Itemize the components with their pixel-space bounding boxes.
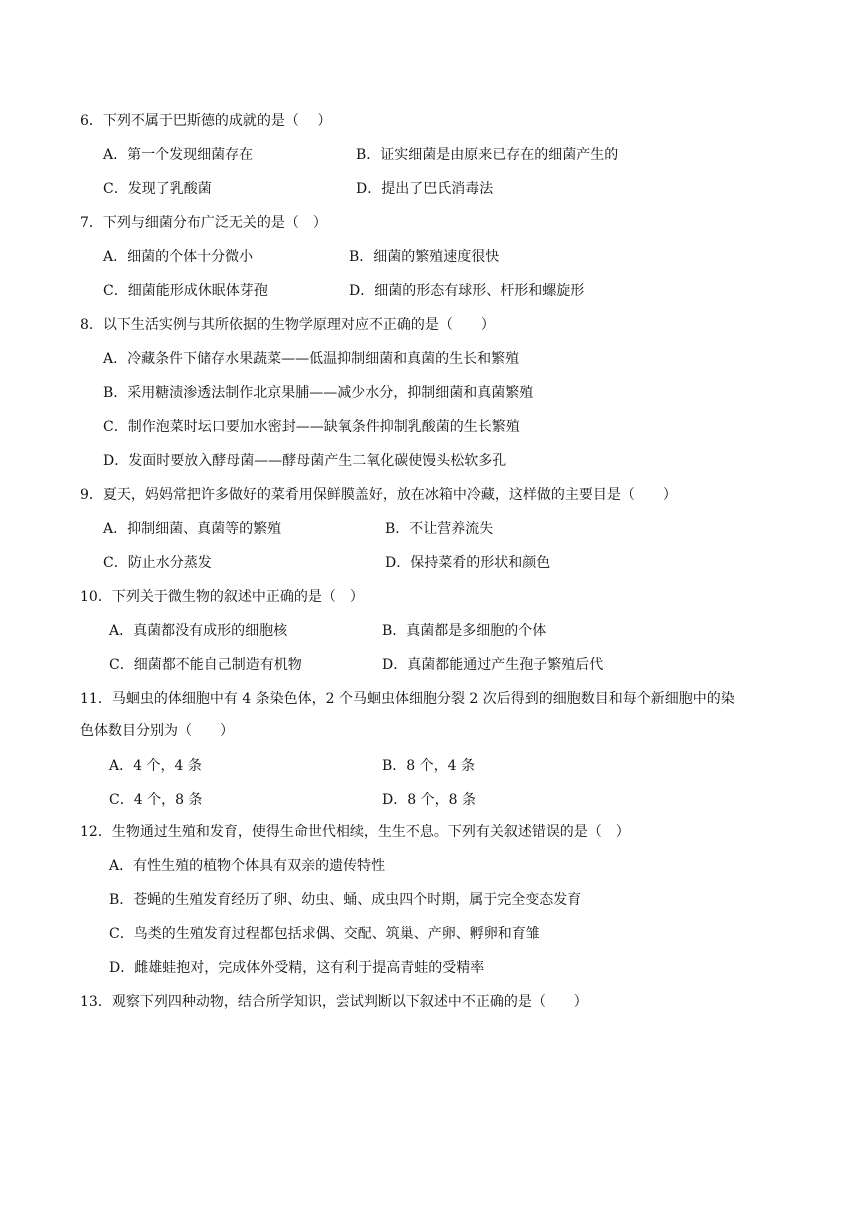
question-6-option-c: C．发现了乳酸菌 xyxy=(103,181,212,197)
question-10-option-b: B．真菌都是多细胞的个体 xyxy=(382,623,547,639)
question-6-option-a: A．第一个发现细菌存在 xyxy=(103,147,254,163)
question-6-option-b: B．证实细菌是由原来已存在的细菌产生的 xyxy=(356,147,619,163)
question-9-option-b: B．不让营养流失 xyxy=(385,521,494,537)
question-8-stem: 8．以下生活实例与其所依据的生物学原理对应不正确的是（ ） xyxy=(80,317,495,333)
question-9-stem: 9．夏天，妈妈常把许多做好的菜肴用保鲜膜盖好，放在冰箱中冷藏，这样做的主要目是（ ） xyxy=(80,487,677,503)
question-10-option-d: D．真菌都能通过产生孢子繁殖后代 xyxy=(382,657,604,673)
question-8-option-b: B．采用糖渍渗透法制作北京果脯——减少水分，抑制细菌和真菌繁殖 xyxy=(103,385,534,401)
question-9-option-d: D．保持菜肴的形状和颜色 xyxy=(385,555,551,571)
question-12-option-d: D．雌雄蛙抱对，完成体外受精，这有利于提高青蛙的受精率 xyxy=(109,960,485,976)
question-7-option-a: A．细菌的个体十分微小 xyxy=(103,249,254,265)
question-8-option-c: C．制作泡菜时坛口要加水密封——缺氧条件抑制乳酸菌的生长繁殖 xyxy=(103,419,520,435)
question-8-option-d: D．发面时要放入酵母菌——酵母菌产生二氧化碳使馒头松软多孔 xyxy=(103,453,507,469)
question-11-stem-line-1: 11．马蛔虫的体细胞中有 4 条染色体，2 个马蛔虫体细胞分裂 2 次后得到的细胞数目和每个新细胞中的染 xyxy=(80,691,735,707)
question-13-stem: 13．观察下列四种动物，结合所学知识，尝试判断以下叙述中不正确的是（ ） xyxy=(80,994,588,1010)
question-10-option-c: C．细菌都不能自己制造有机物 xyxy=(109,657,302,673)
question-11-stem-line-2: 色体数目分别为（ ） xyxy=(80,723,234,739)
question-11-option-a: A．4 个，4 条 xyxy=(109,758,202,774)
question-7-option-c: C．细菌能形成休眠体芽孢 xyxy=(103,283,268,299)
question-6-stem: 6．下列不属于巴斯德的成就的是（ ） xyxy=(80,113,332,129)
question-12-option-b: B．苍蝇的生殖发育经历了卵、幼虫、蛹、成虫四个时期，属于完全变态发育 xyxy=(109,892,582,908)
question-7-option-d: D．细菌的形态有球形、杆形和螺旋形 xyxy=(349,283,585,299)
question-11-option-c: C．4 个，8 条 xyxy=(109,792,203,808)
question-12-option-c: C．鸟类的生殖发育过程都包括求偶、交配、筑巢、产卵、孵卵和育雏 xyxy=(109,926,540,942)
question-9-option-a: A．抑制细菌、真菌等的繁殖 xyxy=(103,521,282,537)
question-7-stem: 7．下列与细菌分布广泛无关的是（ ） xyxy=(80,215,327,231)
question-6-option-d: D．提出了巴氏消毒法 xyxy=(356,181,494,197)
question-8-option-a: A．冷藏条件下储存水果蔬菜——低温抑制细菌和真菌的生长和繁殖 xyxy=(103,351,520,367)
question-11-option-d: D．8 个，8 条 xyxy=(382,792,476,808)
question-10-option-a: A．真菌都没有成形的细胞核 xyxy=(109,623,288,639)
question-12-option-a: A．有性生殖的植物个体具有双亲的遗传特性 xyxy=(109,858,386,874)
question-10-stem: 10．下列关于微生物的叙述中正确的是（ ） xyxy=(80,589,364,605)
question-9-option-c: C．防止水分蒸发 xyxy=(103,555,212,571)
question-11-option-b: B．8 个，4 条 xyxy=(382,758,476,774)
question-12-stem: 12．生物通过生殖和发育，使得生命世代相续，生生不息。下列有关叙述错误的是（ ） xyxy=(80,824,630,840)
question-7-option-b: B．细菌的繁殖速度很快 xyxy=(349,249,500,265)
